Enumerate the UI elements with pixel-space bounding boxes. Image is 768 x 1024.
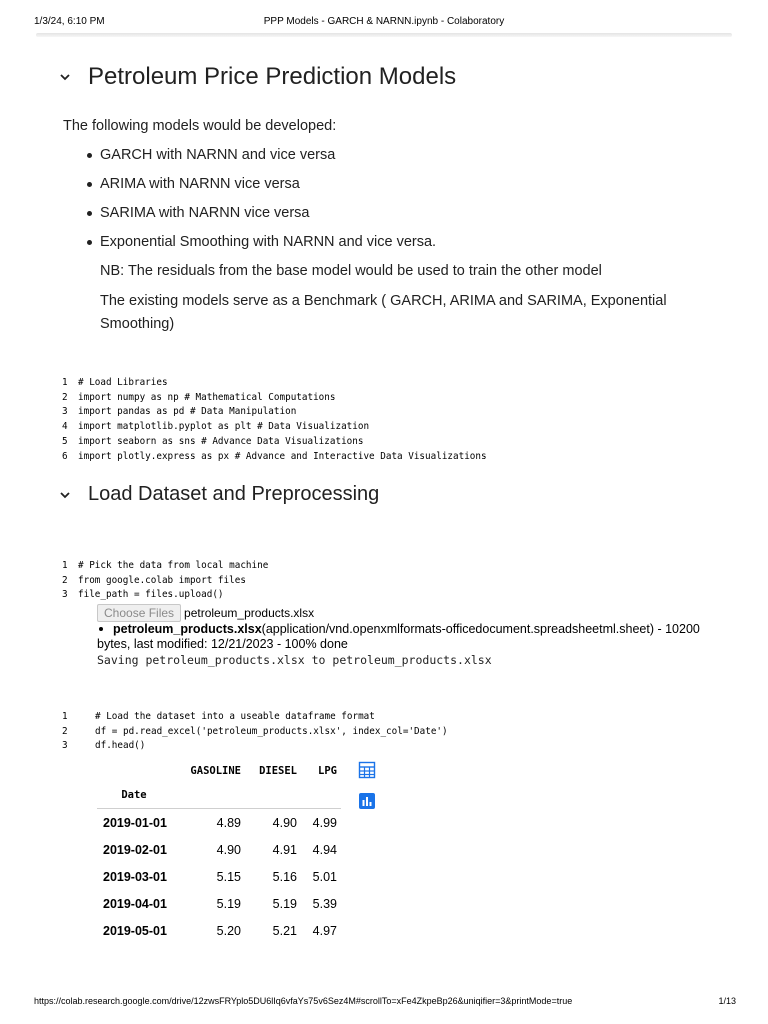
table-row: 2019-04-01 5.19 5.19 5.39 — [103, 896, 337, 911]
print-page-title: PPP Models - GARCH & NARNN.ipynb - Colaboratory — [263, 16, 505, 27]
list-item: ARIMA with NARNN vice versa — [63, 174, 703, 203]
section-heading-petroleum[interactable] — [58, 63, 456, 91]
code-line: 1 # Load Libraries — [62, 376, 168, 388]
list-item: SARIMA with NARNN vice versa — [63, 203, 703, 232]
code-line: 4 import matplotlib.pyplot as plt # Data Visualization — [62, 421, 370, 433]
code-line: 3 file_path = files.upload() — [62, 589, 224, 601]
code-line: 3 import pandas as pd # Data Manipulation — [62, 406, 297, 418]
uploaded-file-meta: (application/vnd.openxmlformats-officedocument.spreadsheetml.sheet) - 10200 bytes, last modified: 12/21/2023 - 100% done — [97, 622, 700, 651]
note-benchmark: The existing models serve as a Benchmark ( GARCH, ARIMA and SARIMA, Exponential Smoothing) — [100, 293, 667, 332]
print-datetime: 1/3/24, 6:10 PM — [34, 16, 105, 27]
notebook-top-divider — [36, 33, 732, 37]
model-list — [63, 145, 703, 261]
section-title: Petroleum Price Prediction Models — [88, 63, 457, 90]
code-line: 2 df = pd.read_excel('petroleum_products.xlsx', index_col='Date') — [62, 725, 448, 737]
index-name: Date — [121, 789, 147, 801]
selected-file-name: petroleum_products.xlsx — [184, 606, 315, 620]
code-cell-imports[interactable] — [62, 361, 487, 479]
uploaded-file-name: petroleum_products.xlsx — [113, 622, 262, 636]
index-header-row — [97, 782, 341, 809]
code-line: 1 # Load the dataset into a useable dataframe format — [62, 710, 375, 722]
file-upload-widget — [97, 604, 314, 622]
section-heading-load-dataset[interactable] — [58, 483, 379, 506]
table-row: 2019-05-01 5.20 5.21 4.97 — [103, 923, 337, 938]
bullet — [99, 627, 103, 631]
list-item: GARCH with NARNN and vice versa — [63, 145, 703, 174]
code-line: 5 import seaborn as sns # Advance Data Visualizations — [62, 435, 364, 447]
column-header-row — [97, 760, 341, 782]
dataframe-output — [97, 760, 341, 944]
table-view-icon[interactable] — [358, 761, 376, 779]
dataframe-table — [97, 760, 341, 944]
code-line: 1 # Pick the data from local machine — [62, 559, 269, 571]
code-line: 3 df.head() — [62, 740, 146, 752]
page-url: https://colab.research.google.com/drive/12zwsFRYplo5DU6lIq6vfaYs75v6Sez4M#scrollTo=xFe4ZkpeBp26&uniqifier=3&printMode=true — [34, 996, 573, 1006]
page-number: 1/13 — [718, 996, 736, 1006]
note-residuals: NB: The residuals from the base model would be used to train the other model — [100, 263, 602, 279]
bar-chart-icon[interactable] — [358, 792, 376, 810]
code-line: 2 from google.colab import files — [62, 574, 246, 586]
upload-result-item — [97, 622, 707, 652]
markdown-cell-intro — [63, 116, 703, 336]
intro-text: The following models would be developed: — [63, 118, 337, 134]
section-title: Load Dataset and Preprocessing — [88, 483, 380, 505]
table-row: 2019-02-01 4.90 4.91 4.94 — [103, 842, 337, 857]
list-item: Exponential Smoothing with NARNN and vice versa. — [63, 232, 703, 261]
column-header: DIESEL — [259, 765, 297, 777]
code-line: 6 import plotly.express as px # Advance and Interactive Data Visualizations — [62, 450, 487, 462]
code-cell-read-excel[interactable] — [62, 695, 448, 769]
choose-files-button[interactable]: Choose Files — [97, 604, 181, 622]
collapse-chevron-icon[interactable] — [58, 70, 72, 84]
table-row: 2019-01-01 4.89 4.90 4.99 — [103, 815, 337, 830]
print-footer — [0, 996, 768, 1010]
code-line: 2 import numpy as np # Mathematical Computations — [62, 391, 336, 403]
table-row: 2019-03-01 5.15 5.16 5.01 — [103, 869, 337, 884]
print-header — [0, 0, 768, 30]
column-header: LPG — [318, 765, 337, 777]
collapse-chevron-icon[interactable] — [58, 488, 72, 502]
column-header: GASOLINE — [190, 765, 241, 777]
saving-output: Saving petroleum_products.xlsx to petroleum_products.xlsx — [97, 653, 492, 667]
